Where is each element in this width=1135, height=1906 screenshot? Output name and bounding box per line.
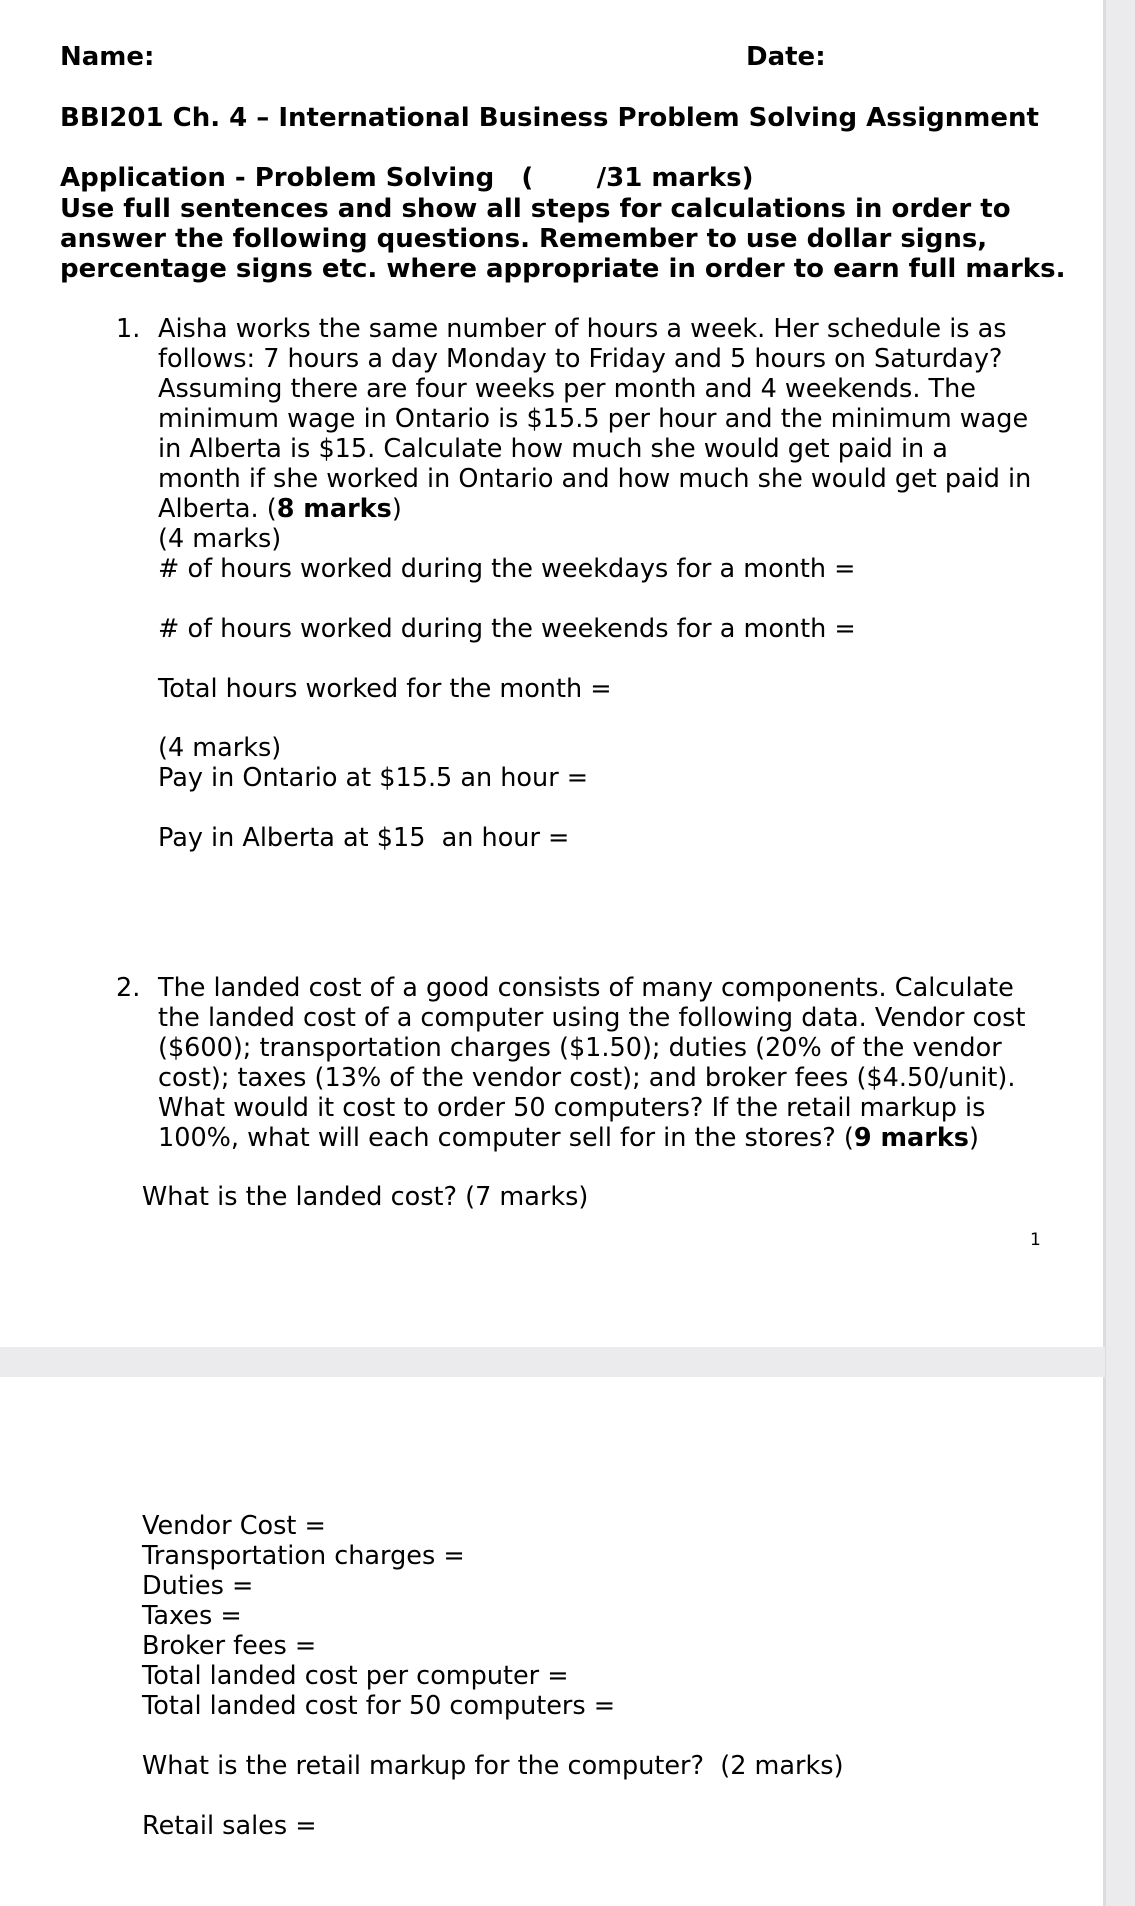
q1-part-b-marks: (4 marks) <box>158 733 282 763</box>
question-2-text <box>158 973 1025 1153</box>
q2-broker-fees: Broker fees = <box>142 1631 317 1661</box>
instructions <box>60 194 1090 284</box>
question-2-number: 2. <box>116 973 141 1003</box>
q2-cost-breakdown <box>142 1511 615 1721</box>
q2-marks: 9 marks <box>853 1123 969 1153</box>
q2-total-per-computer: Total landed cost per computer = <box>142 1661 569 1691</box>
question-line: What would it cost to order 50 computers? If the retail markup is <box>158 1093 986 1123</box>
q1-part-a-marks: (4 marks) <box>158 524 282 554</box>
section-title: Application - Problem Solving ( /31 marks) <box>60 163 754 193</box>
question-line: Assuming there are four weeks per month and 4 weekends. The <box>158 374 976 404</box>
q2-taxes: Taxes = <box>142 1601 242 1631</box>
question-line: Aisha works the same number of hours a week. Her schedule is as <box>158 314 1007 344</box>
instruction-line: answer the following questions. Remember to use dollar signs, <box>60 224 988 254</box>
question-line: follows: 7 hours a day Monday to Friday and 5 hours on Saturday? <box>158 344 1003 374</box>
page-edge-shadow <box>1103 0 1106 1906</box>
instruction-line: percentage signs etc. where appropriate in order to earn full marks. <box>60 254 1066 284</box>
q2-last-suffix: ) <box>968 1123 979 1153</box>
instruction-line: Use full sentences and show all steps for calculations in order to <box>60 194 1011 224</box>
question-line-last <box>158 1123 1025 1153</box>
page-number: 1 <box>1030 1230 1041 1250</box>
question-1-number: 1. <box>116 314 141 344</box>
q1-last-suffix: ) <box>391 494 402 524</box>
question-line: The landed cost of a good consists of many components. Calculate <box>158 973 1014 1003</box>
q2-transportation: Transportation charges = <box>142 1541 465 1571</box>
viewer-background <box>1105 0 1135 1906</box>
q2-retail-sales: Retail sales = <box>142 1811 317 1841</box>
q2-landed-cost-prompt: What is the landed cost? (7 marks) <box>142 1182 589 1212</box>
date-label: Date: <box>746 42 826 72</box>
q1-last-prefix: Alberta. ( <box>158 494 277 524</box>
q1-weekday-hours: # of hours worked during the weekdays for a month = <box>158 554 856 584</box>
q1-pay-ontario: Pay in Ontario at $15.5 an hour = <box>158 763 589 793</box>
question-line-last <box>158 494 1031 524</box>
question-1-text <box>158 314 1031 584</box>
q1-marks: 8 marks <box>276 494 392 524</box>
q2-markup-prompt: What is the retail markup for the computer? (2 marks) <box>142 1751 844 1781</box>
question-line: minimum wage in Ontario is $15.5 per hour and the minimum wage <box>158 404 1029 434</box>
q1-pay-alberta: Pay in Alberta at $15 an hour = <box>158 823 570 853</box>
question-line: month if she worked in Ontario and how much she would get paid in <box>158 464 1032 494</box>
q2-total-50: Total landed cost for 50 computers = <box>142 1691 616 1721</box>
question-line: in Alberta is $15. Calculate how much she would get paid in a <box>158 434 948 464</box>
q1-weekend-hours: # of hours worked during the weekends for a month = <box>158 614 856 644</box>
q2-vendor-cost: Vendor Cost = <box>142 1511 326 1541</box>
question-line: ($600); transportation charges ($1.50); duties (20% of the vendor <box>158 1033 1002 1063</box>
q1-total-hours: Total hours worked for the month = <box>158 674 612 704</box>
q2-duties: Duties = <box>142 1571 254 1601</box>
name-label: Name: <box>60 42 155 72</box>
assignment-title: BBI201 Ch. 4 – International Business Problem Solving Assignment <box>60 103 1039 133</box>
question-line: cost); taxes (13% of the vendor cost); and broker fees ($4.50/unit). <box>158 1063 1016 1093</box>
question-line: the landed cost of a computer using the following data. Vendor cost <box>158 1003 1026 1033</box>
page-break-gap <box>0 1347 1105 1377</box>
q2-last-prefix: 100%, what will each computer sell for in the stores? ( <box>158 1123 854 1153</box>
